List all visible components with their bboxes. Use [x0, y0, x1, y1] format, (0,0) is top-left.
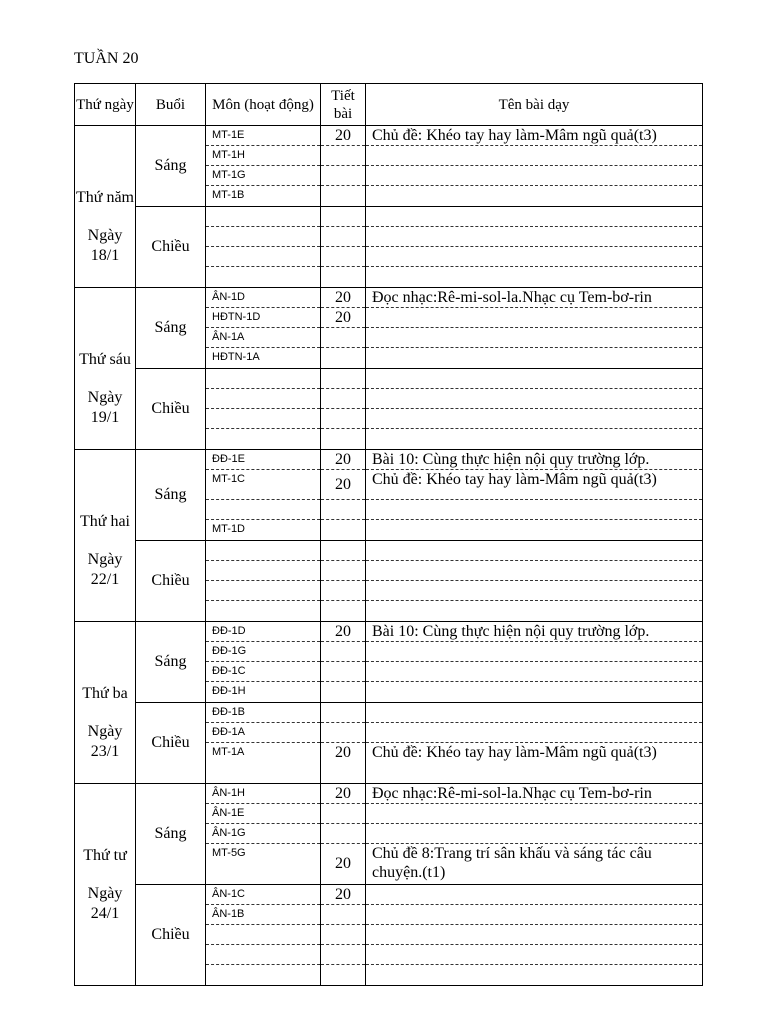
subject-column — [206, 369, 321, 450]
lesson-cell — [366, 581, 702, 601]
period-stack — [321, 885, 365, 985]
subject-column — [206, 885, 321, 986]
session-label: Chiều — [136, 541, 206, 622]
subject-cell — [206, 601, 320, 621]
lesson-stack — [366, 126, 702, 206]
period-cell: 20 — [321, 126, 365, 146]
day-cell — [75, 126, 136, 288]
lesson-stack — [366, 288, 702, 368]
subject-cell: MT-5G — [212, 847, 246, 859]
period-cell: 20 — [321, 622, 365, 642]
period-cell — [321, 186, 365, 206]
day-date: Ngày 18/1 — [87, 227, 123, 264]
week-title: TUẦN 20 — [74, 50, 139, 67]
period-column — [321, 207, 366, 288]
period-cell — [321, 945, 365, 965]
period-cell: 20 — [321, 885, 365, 905]
subject-cell: MT-1A — [212, 746, 245, 758]
session-label: Chiều — [136, 207, 206, 288]
period-cell — [321, 348, 365, 368]
subject-cell — [206, 429, 320, 449]
period-stack — [321, 207, 365, 287]
subject-cell: ÂN-1A — [206, 328, 320, 348]
subject-cell: ĐĐ-1H — [212, 685, 246, 697]
period-cell — [321, 642, 365, 662]
lesson-cell — [366, 682, 702, 702]
lesson-cell — [366, 642, 702, 662]
period-stack — [321, 784, 365, 884]
subject-cell — [206, 267, 320, 287]
day-cell — [75, 622, 136, 784]
period-cell: 20 — [321, 470, 365, 500]
period-cell — [321, 905, 365, 925]
lesson-cell — [366, 328, 702, 348]
subject-column — [206, 541, 321, 622]
subject-stack — [206, 885, 320, 985]
lesson-cell: Chủ đề 8:Trang trí sân khấu và sáng tác câu chuyện.(t1) — [372, 845, 652, 881]
period-column — [321, 622, 366, 703]
session-row — [75, 288, 703, 369]
period-cell — [321, 824, 365, 844]
subject-cell: ĐĐ-1B — [206, 703, 320, 723]
session-row — [75, 703, 703, 784]
period-cell — [321, 541, 365, 561]
subject-column — [206, 703, 321, 784]
lesson-cell — [366, 166, 702, 186]
subject-column — [206, 207, 321, 288]
period-cell — [321, 703, 365, 723]
subject-cell — [206, 945, 320, 965]
period-cell — [321, 500, 365, 520]
lesson-cell — [366, 824, 702, 844]
day-date: Ngày 24/1 — [87, 885, 123, 922]
period-cell: 20 — [321, 308, 365, 328]
header-day: Thứ ngày — [75, 84, 136, 126]
lesson-cell: Chủ đề: Khéo tay hay làm-Mâm ngũ quả(t3) — [366, 126, 702, 146]
header-row — [75, 84, 703, 126]
period-column — [321, 126, 366, 207]
subject-cell — [206, 925, 320, 945]
period-column — [321, 703, 366, 784]
lesson-cell — [366, 662, 702, 682]
lesson-stack — [366, 450, 702, 540]
subject-cell — [206, 541, 320, 561]
session-row — [75, 450, 703, 541]
session-row — [75, 885, 703, 986]
session-row — [75, 126, 703, 207]
period-stack — [321, 622, 365, 702]
lesson-column — [366, 126, 703, 207]
period-cell — [321, 429, 365, 449]
subject-stack — [206, 126, 320, 206]
day-date: Ngày 19/1 — [87, 389, 123, 426]
subject-column — [206, 784, 321, 885]
lesson-column — [366, 288, 703, 369]
lesson-cell: Chủ đề: Khéo tay hay làm-Mâm ngũ quả(t3) — [366, 470, 702, 500]
subject-cell: ĐĐ-1G — [206, 642, 320, 662]
subject-cell: MT-1B — [212, 189, 245, 201]
subject-cell: ĐĐ-1E — [206, 450, 320, 470]
lesson-column — [366, 622, 703, 703]
subject-cell — [206, 389, 320, 409]
lesson-cell — [366, 561, 702, 581]
lesson-stack — [366, 541, 702, 621]
lesson-cell — [366, 945, 702, 965]
subject-column — [206, 622, 321, 703]
session-label: Sáng — [136, 450, 206, 541]
period-cell — [321, 146, 365, 166]
period-stack — [321, 450, 365, 540]
subject-cell — [206, 965, 320, 985]
subject-cell: MT-1D — [212, 523, 245, 535]
header-period: Tiết bài — [321, 84, 366, 126]
subject-cell: ÂN-1G — [206, 824, 320, 844]
period-cell — [321, 662, 365, 682]
subject-cell: ĐĐ-1A — [206, 723, 320, 743]
period-cell: 20 — [321, 450, 365, 470]
period-cell — [321, 520, 365, 540]
lesson-cell — [366, 247, 702, 267]
lesson-cell — [366, 267, 702, 287]
session-row — [75, 784, 703, 885]
period-cell — [321, 925, 365, 945]
period-cell — [321, 328, 365, 348]
lesson-cell: Đọc nhạc:Rê-mi-sol-la.Nhạc cụ Tem-bơ-rin — [366, 288, 702, 308]
session-label: Chiều — [136, 369, 206, 450]
lesson-cell: Chủ đề: Khéo tay hay làm-Mâm ngũ quả(t3) — [372, 744, 657, 761]
day-name: Thứ hai — [80, 513, 130, 530]
period-cell — [321, 166, 365, 186]
session-row — [75, 369, 703, 450]
subject-cell: ÂN-1C — [206, 885, 320, 905]
subject-cell: ÂN-1B — [206, 905, 320, 925]
lesson-cell — [366, 429, 702, 449]
subject-cell — [206, 500, 320, 520]
lesson-cell — [366, 369, 702, 389]
lesson-stack — [366, 207, 702, 287]
session-label: Sáng — [136, 288, 206, 369]
subject-cell — [206, 561, 320, 581]
day-name: Thứ năm — [76, 189, 134, 206]
day-name: Thứ tư — [83, 847, 127, 864]
period-cell: 20 — [321, 784, 365, 804]
subject-stack — [206, 784, 320, 884]
session-label: Chiều — [136, 703, 206, 784]
lesson-stack — [366, 784, 702, 884]
subject-cell — [206, 247, 320, 267]
period-column — [321, 450, 366, 541]
period-column — [321, 885, 366, 986]
lesson-cell — [366, 703, 702, 723]
lesson-cell: Bài 10: Cùng thực hiện nội quy trường lớp. — [366, 450, 702, 470]
subject-stack — [206, 207, 320, 287]
schedule-body — [75, 126, 703, 986]
lesson-column — [366, 885, 703, 986]
period-cell — [321, 723, 365, 743]
lesson-column — [366, 450, 703, 541]
day-cell — [75, 288, 136, 450]
subject-column — [206, 126, 321, 207]
lesson-stack — [366, 885, 702, 985]
lesson-cell — [366, 308, 702, 328]
subject-column — [206, 288, 321, 369]
lesson-column — [366, 541, 703, 622]
lesson-stack — [366, 703, 702, 783]
subject-stack — [206, 622, 320, 702]
lesson-column — [366, 369, 703, 450]
period-cell — [321, 561, 365, 581]
subject-cell: MT-1G — [206, 166, 320, 186]
subject-cell — [206, 207, 320, 227]
period-cell — [321, 227, 365, 247]
lesson-cell — [366, 723, 702, 743]
period-cell — [321, 409, 365, 429]
session-label: Sáng — [136, 126, 206, 207]
lesson-cell — [366, 965, 702, 985]
day-date: Ngày 23/1 — [87, 723, 123, 760]
lesson-column — [366, 703, 703, 784]
session-row — [75, 622, 703, 703]
lesson-cell — [366, 227, 702, 247]
period-stack — [321, 288, 365, 368]
lesson-cell — [366, 500, 702, 520]
day-name: Thứ ba — [82, 685, 128, 702]
lesson-cell: Đọc nhạc:Rê-mi-sol-la.Nhạc cụ Tem-bơ-rin — [366, 784, 702, 804]
period-cell — [321, 389, 365, 409]
subject-cell: ĐĐ-1D — [206, 622, 320, 642]
period-cell — [321, 601, 365, 621]
subject-stack — [206, 541, 320, 621]
subject-cell — [206, 409, 320, 429]
period-stack — [321, 541, 365, 621]
subject-cell: ÂN-1E — [206, 804, 320, 824]
subject-cell: ÂN-1H — [206, 784, 320, 804]
lesson-cell — [366, 520, 702, 540]
header-session: Buổi — [136, 84, 206, 126]
period-cell: 20 — [335, 744, 351, 761]
subject-stack — [206, 703, 320, 783]
period-cell — [321, 581, 365, 601]
subject-cell — [206, 227, 320, 247]
subject-cell — [206, 581, 320, 601]
period-column — [321, 288, 366, 369]
lesson-stack — [366, 622, 702, 702]
period-column — [321, 369, 366, 450]
period-cell — [321, 804, 365, 824]
period-stack — [321, 703, 365, 783]
period-cell — [321, 682, 365, 702]
header-lesson: Tên bài dạy — [366, 84, 703, 126]
period-stack — [321, 369, 365, 449]
session-row — [75, 541, 703, 622]
lesson-cell — [366, 885, 702, 905]
lesson-cell — [366, 146, 702, 166]
day-cell — [75, 450, 136, 622]
session-row — [75, 207, 703, 288]
subject-cell: ĐĐ-1C — [206, 662, 320, 682]
period-cell: 20 — [335, 855, 351, 872]
subject-stack — [206, 450, 320, 540]
session-label: Sáng — [136, 784, 206, 885]
day-name: Thứ sáu — [79, 351, 131, 368]
subject-cell: MT-1H — [206, 146, 320, 166]
day-date: Ngày 22/1 — [87, 551, 123, 588]
lesson-cell — [366, 389, 702, 409]
period-cell — [321, 965, 365, 985]
session-label: Chiều — [136, 885, 206, 986]
subject-cell: HĐTN-1D — [206, 308, 320, 328]
subject-cell: MT-1C — [206, 470, 320, 500]
subject-column — [206, 450, 321, 541]
period-stack — [321, 126, 365, 206]
subject-stack — [206, 369, 320, 449]
lesson-cell — [366, 541, 702, 561]
subject-cell: HĐTN-1A — [212, 351, 260, 363]
lesson-cell — [366, 348, 702, 368]
lesson-cell — [366, 804, 702, 824]
schedule-table — [74, 83, 703, 986]
header-subject: Môn (hoạt động) — [206, 84, 321, 126]
lesson-cell — [366, 186, 702, 206]
lesson-stack — [366, 369, 702, 449]
lesson-column — [366, 784, 703, 885]
period-column — [321, 784, 366, 885]
period-cell — [321, 369, 365, 389]
lesson-cell — [366, 207, 702, 227]
period-cell — [321, 207, 365, 227]
lesson-cell — [366, 925, 702, 945]
subject-cell: ÂN-1D — [206, 288, 320, 308]
session-label: Sáng — [136, 622, 206, 703]
period-column — [321, 541, 366, 622]
lesson-column — [366, 207, 703, 288]
period-cell — [321, 247, 365, 267]
period-cell — [321, 267, 365, 287]
subject-cell: MT-1E — [206, 126, 320, 146]
lesson-cell: Bài 10: Cùng thực hiện nội quy trường lớp. — [366, 622, 702, 642]
period-cell: 20 — [321, 288, 365, 308]
day-cell — [75, 784, 136, 986]
subject-stack — [206, 288, 320, 368]
lesson-cell — [366, 409, 702, 429]
subject-cell — [206, 369, 320, 389]
lesson-cell — [366, 905, 702, 925]
lesson-cell — [366, 601, 702, 621]
